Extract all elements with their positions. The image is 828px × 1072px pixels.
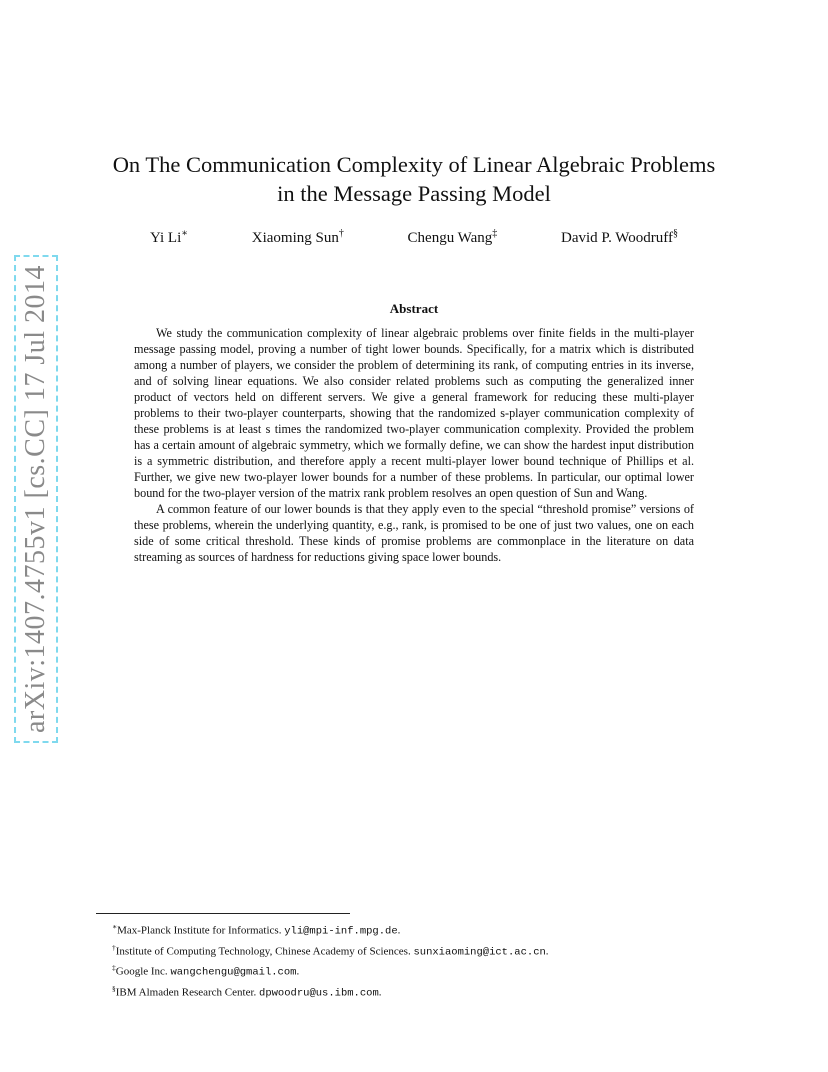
footnote: †Institute of Computing Technology, Chinese Academy of Sciences. sunxiaoming@ict.ac.cn. (112, 942, 549, 959)
author-list (150, 228, 678, 247)
abstract-paragraph: A common feature of our lower bounds is that they apply even to the special “threshold promise” versions of these problems, wherein the underlying quantity, e.g., rank, is promised to be one of just two values, one on each side of some critical threshold. These kinds of promise problems are commonplace in the literature on data streaming as sources of hardness for reductions giving space lower bounds. (134, 502, 694, 564)
footnote: ‡Google Inc. wangchengu@gmail.com. (112, 963, 300, 979)
author: David P. Woodruff§ (560, 228, 678, 246)
footnote: ∗Max-Planck Institute for Informatics. yli@mpi-inf.mpg.de. (112, 922, 401, 938)
author-footnote-mark: † (338, 228, 344, 239)
author-footnote-mark: ∗ (181, 228, 189, 239)
title-line-1: On The Communication Complexity of Linear Algebraic Problems (112, 152, 716, 177)
title-line-2: in the Message Passing Model (277, 181, 551, 206)
footnote-divider (96, 913, 350, 914)
arxiv-stamp (14, 264, 58, 734)
arxiv-identifier[interactable]: arXiv:1407.4755v1 [cs.CC] 17 Jul 2014 (14, 255, 58, 743)
abstract-heading: Abstract (389, 301, 439, 316)
email-link[interactable]: wangchengu@gmail.com (170, 966, 297, 979)
author-footnote-mark: § (672, 228, 678, 239)
author: Xiaoming Sun† (251, 228, 344, 246)
footnote: §IBM Almaden Research Center. dpwoodru@us.ibm.com. (112, 983, 382, 1000)
email-link[interactable]: yli@mpi-inf.mpg.de (284, 925, 398, 938)
author-footnote-mark: ‡ (492, 228, 498, 239)
paper-title (60, 150, 768, 208)
abstract-body (134, 325, 694, 565)
author: Yi Li∗ (150, 228, 189, 246)
author: Chengu Wang‡ (407, 228, 498, 246)
email-link[interactable]: dpwoodru@us.ibm.com (259, 987, 379, 1000)
email-link[interactable]: sunxiaoming@ict.ac.cn (413, 946, 546, 959)
abstract-paragraph: We study the communication complexity of linear algebraic problems over finite fields in the multi-player message passing model, proving a number of tight lower bounds. Specifically, for a matrix which is distributed among a number of players, we consider the problem of determining its rank, of computing entries in its inverse, and of solving linear equations. We also consider related problems such as computing the generalized inner product of vectors held on different servers. We give a general framework for reducing these multi-player problems to their two-player counterparts, showing that the randomized s-player communication complexity of these problems is at least s times the randomized two-player communication complexity. Provided the problem has a certain amount of algebraic symmetry, which we formally define, we can show the hardest input distribution is a symmetric distribution, and therefore apply a recent multi-player lower bound technique of Phillips et al. Further, we give new two-player lower bounds for a number of these problems. In particular, our optimal lower bound for the two-player version of the matrix rank problem resolves an open question of Sun and Wang. (134, 326, 694, 500)
footnotes (112, 919, 752, 1002)
